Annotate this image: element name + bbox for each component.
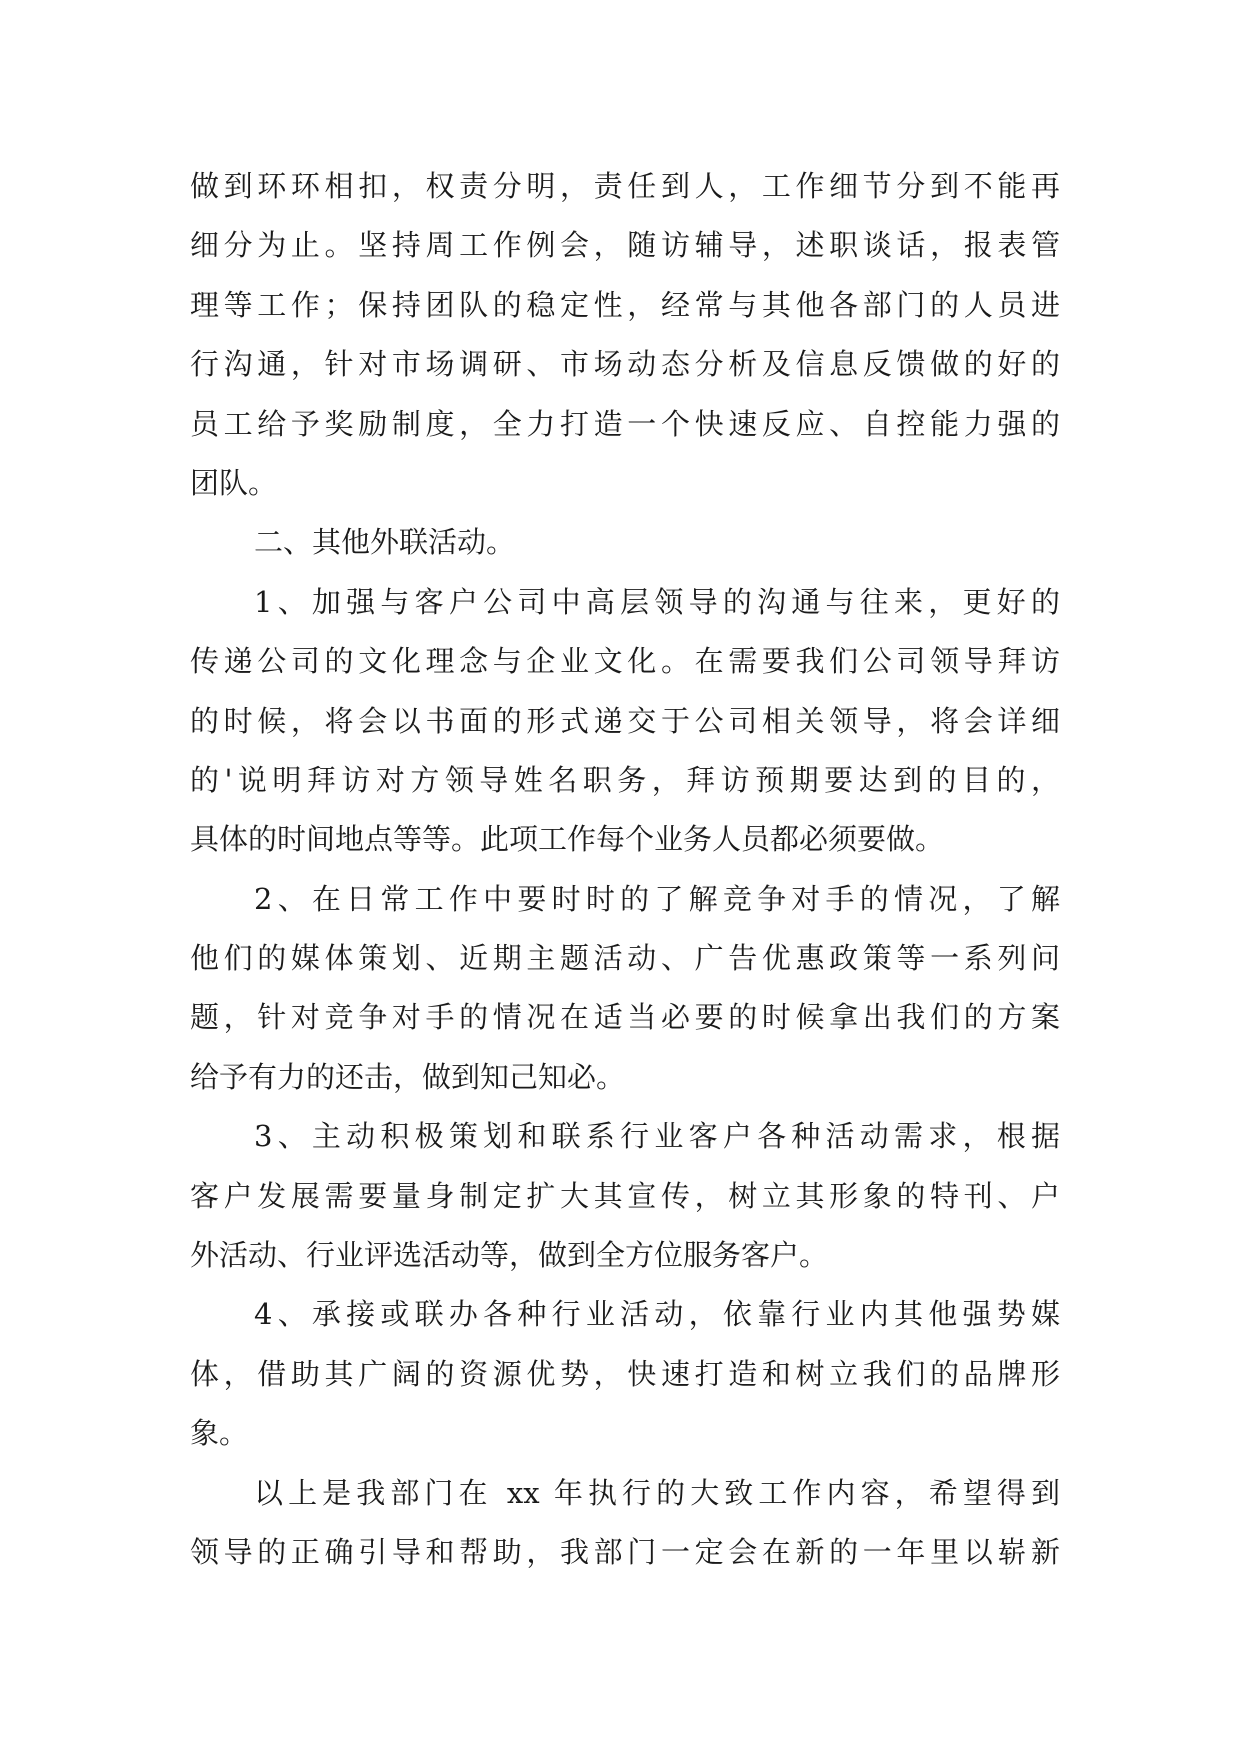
text-line: 以上是我部门在 xx 年执行的大致工作内容，希望得到 bbox=[254, 1475, 1060, 1510]
text-line: 传递公司的文化理念与企业文化。在需要我们公司领导拜访 bbox=[190, 644, 1060, 679]
text-line: 二、其他外联活动。 bbox=[254, 525, 516, 560]
text-line: 1、加强与客户公司中高层领导的沟通与往来，更好的 bbox=[254, 584, 1060, 619]
text-line: 体，借助其广阔的资源优势，快速打造和树立我们的品牌形 bbox=[190, 1356, 1060, 1391]
text-line: 领导的正确引导和帮助，我部门一定会在新的一年里以崭新 bbox=[190, 1534, 1060, 1569]
text-line: 外活动、行业评选活动等，做到全方位服务客户。 bbox=[190, 1238, 829, 1273]
text-line: 3、主动积极策划和联系行业客户各种活动需求，根据 bbox=[254, 1119, 1060, 1154]
text-line: 的时候，将会以书面的形式递交于公司相关领导，将会详细 bbox=[190, 703, 1060, 738]
text-line: 题，针对竞争对手的情况在适当必要的时候拿出我们的方案 bbox=[190, 1000, 1060, 1035]
text-line: 理等工作；保持团队的稳定性，经常与其他各部门的人员进 bbox=[190, 287, 1060, 322]
text-line: 他们的媒体策划、近期主题活动、广告优惠政策等一系列问 bbox=[190, 941, 1060, 976]
text-line: 客户发展需要量身制定扩大其宣传，树立其形象的特刊、户 bbox=[190, 1178, 1060, 1213]
text-line: 2、在日常工作中要时时的了解竞争对手的情况，了解 bbox=[254, 881, 1060, 916]
text-line: 员工给予奖励制度，全力打造一个快速反应、自控能力强的 bbox=[190, 406, 1060, 441]
text-line: 细分为止。坚持周工作例会，随访辅导，述职谈话，报表管 bbox=[190, 228, 1060, 263]
text-line: 做到环环相扣，权责分明，责任到人，工作细节分到不能再 bbox=[190, 169, 1060, 203]
text-line: 行沟通，针对市场调研、市场动态分析及信息反馈做的好的 bbox=[190, 347, 1060, 382]
text-line: 的'说明拜访对方领导姓名职务，拜访预期要达到的目的， bbox=[190, 762, 1060, 797]
text-line: 团队。 bbox=[190, 465, 278, 500]
text-line: 具体的时间地点等等。此项工作每个业务人员都必须要做。 bbox=[190, 822, 945, 857]
document-body bbox=[190, 157, 1060, 1582]
text-line: 给予有力的还击，做到知己知必。 bbox=[190, 1059, 626, 1094]
text-line: 4、承接或联办各种行业活动，依靠行业内其他强势媒 bbox=[254, 1297, 1060, 1332]
text-line: 象。 bbox=[190, 1416, 249, 1451]
